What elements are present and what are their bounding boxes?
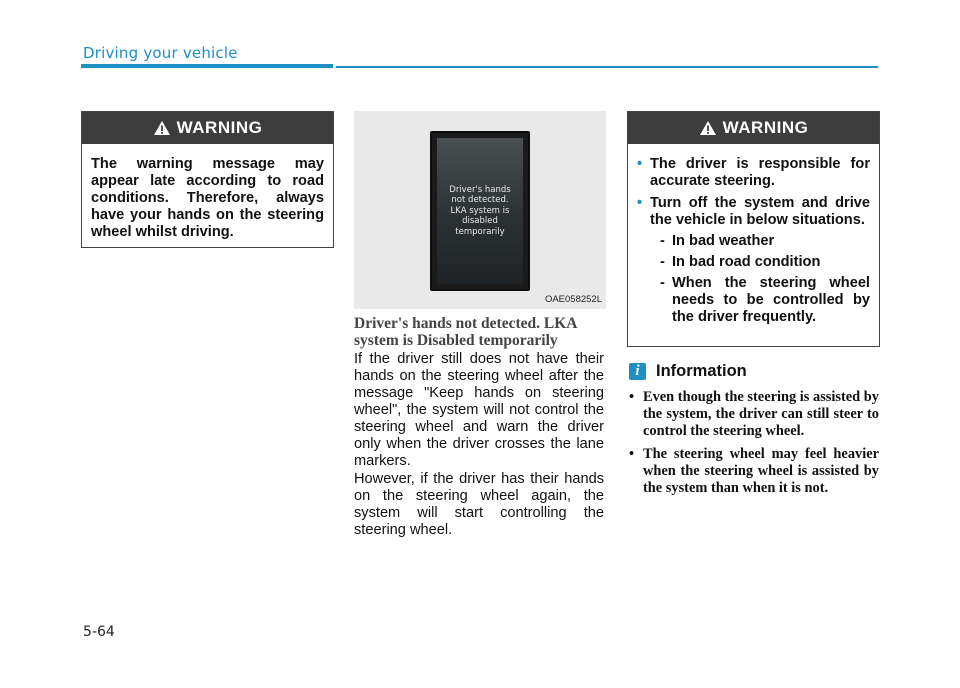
warning-box-right [627, 111, 880, 347]
warning-box-left [81, 111, 334, 248]
bullet-icon: • [637, 156, 643, 172]
list-item: • Turn off the system and drive the vehicle in below situations. - In bad weather - In bad road condition - When the steering wheel needs to be controlled by the driver frequently. [637, 195, 870, 325]
header-rule-thick [81, 64, 333, 68]
sub-list-item: - In bad road condition [660, 254, 821, 270]
warning-title: WARNING [176, 118, 263, 137]
warning-header [628, 112, 879, 144]
subheading: Driver's hands not detected. LKA system is Disabled temporarily [354, 315, 577, 349]
information-heading [629, 362, 747, 381]
warning-text: The warning message may appear late according to road conditions. Therefore, always have your hands on the steering wheel whilst driving. [91, 156, 324, 240]
list-item: • Even though the steering is assisted by the system, the driver can still steer to control the steering wheel. [629, 389, 879, 439]
section-title: Driving your vehicle [83, 44, 238, 62]
cluster-figure [354, 111, 606, 309]
list-item: • The steering wheel may feel heavier when the steering wheel is assisted by the system than when it is not. [629, 446, 879, 496]
body-paragraph-2: However, if the driver has their hands on the steering wheel again, the system will start controlling the steering wheel. [354, 471, 604, 538]
bullet-icon: • [637, 195, 643, 211]
information-list [629, 389, 879, 503]
cluster-display-message: Driver's hands not detected. LKA system is disabled temporarily [449, 184, 511, 237]
warning-bullet-list [637, 156, 870, 326]
figure-code: OAE058252L [544, 294, 602, 305]
warning-title: WARNING [722, 118, 809, 137]
header-rule-thin [336, 66, 878, 68]
warning-triangle-icon [699, 120, 717, 136]
page-number: 5-64 [83, 624, 115, 640]
body-paragraph-1: If the driver still does not have their hands on the steering wheel after the message "Keep hands on steering wheel", the system will not control the steering wheel and warn the driver only when the driver crosses the lane markers. [354, 351, 604, 469]
warning-sub-list [650, 233, 870, 326]
warning-header [82, 112, 333, 144]
list-item: • The driver is responsible for accurate steering. [637, 156, 870, 189]
warning-triangle-icon [153, 120, 171, 136]
cluster-display [430, 131, 530, 291]
sub-list-item: - In bad weather [660, 233, 775, 249]
warning-body [628, 144, 879, 341]
info-icon: i [629, 363, 646, 380]
information-title: Information [656, 362, 747, 380]
sub-list-item: - When the steering wheel needs to be controlled by the driver frequently. [660, 275, 870, 325]
